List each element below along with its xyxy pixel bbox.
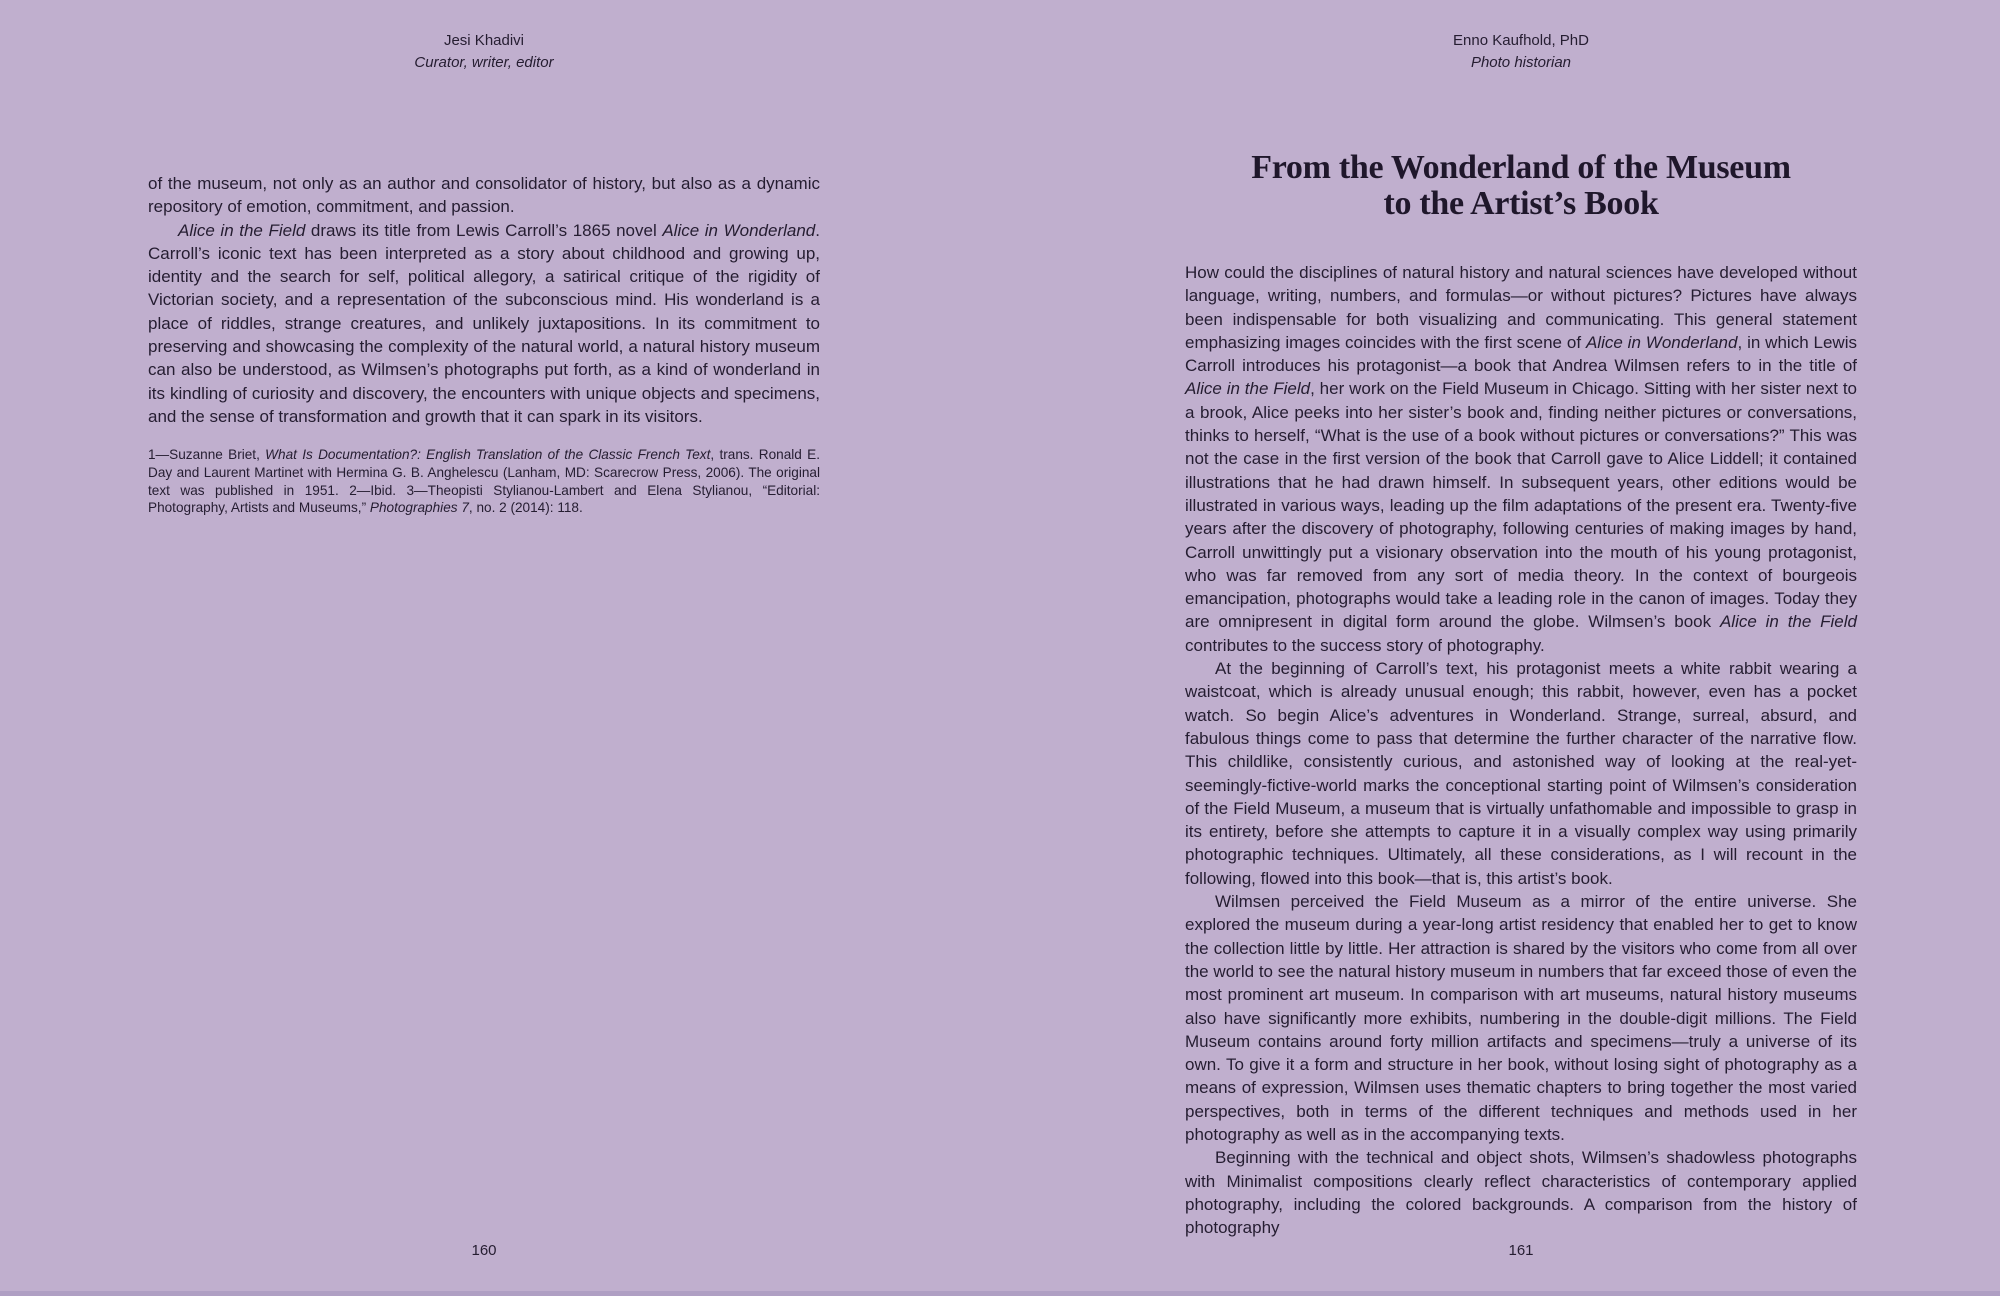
body-paragraph: of the museum, not only as an author and consolidator of history, but also as a dynamic repository of emotion, commitment, and passion. xyxy=(148,174,820,217)
body-paragraph: Wilmsen perceived the Field Museum as a mirror of the entire universe. She explored the museum during a year-long artist residency that enabled her to get to know the collection little by little. Her attraction is shared by the visitors who come from all over the world to see the natural history museum in numbers that far exceed those of even the most prominent art museum. In comparison with art museums, natural history museums also have significantly more exhibits, numbering in the double-digit millions. The Field Museum contains around forty million artifacts and specimens—truly a universe of its own. To give it a form and structure in her book, without losing sight of photography as a means of expression, Wilmsen uses thematic chapters to bring together the most varied perspectives, both in terms of the different techniques and methods used in her photography as well as in the accompanying texts. xyxy=(1185,892,1857,1144)
body-paragraph: Beginning with the technical and object shots, Wilmsen’s shadowless photographs with Minimalist compositions clearly reflect characteristics of contemporary applied photography, including the colored backgrounds. A comparison from the history of photography xyxy=(1185,1148,1857,1238)
essay-title-line-1: From the Wonderland of the Museum xyxy=(1251,149,1791,186)
body-paragraph: How could the disciplines of natural history and natural sciences have developed without language, writing, numbers, and formulas—or without pictures? Pictures have always been indispensable for both visualizing and communicating. This general statement emphasizing images coincides with the first scene of Alice in Wonderland, in which Lewis Carroll introduces his protagonist—a book that Andrea Wilmsen refers to in the title of Alice in the Field, her work on the Field Museum in Chicago. Sitting with her sister next to a brook, Alice peeks into her sister’s book and, finding neither pictures or conversations, thinks to herself, “What is the use of a book without pictures or conversations?” This was not the case in the first version of the book that Carroll gave to Alice Liddell; it contained illustrations that he had drawn himself. In subsequent years, other editions would be illustrated in various ways, leading up the film adaptations of the present era. Twenty-five years after the discovery of photography, following centuries of making images by hand, Carroll unwittingly put a visionary observation into the mouth of his young protagonist, who was far removed from any sort of media theory. In the context of bourgeois emancipation, photographs would take a leading role in the canon of images. Today they are omnipresent in digital form around the globe. Wilmsen’s book Alice in the Field contributes to the success story of photography. xyxy=(1185,263,1858,655)
body-paragraph: At the beginning of Carroll’s text, his protagonist meets a white rabbit wearing a waistcoat, which is already unusual enough; this rabbit, however, even has a pocket watch. So begin Alice’s adventures in Wonderland. Strange, surreal, absurd, and fabulous things come to pass that determine the further character of the narrative flow. This childlike, consistently curious, and astonished way of looking at the real-yet-seemingly-fictive-world marks the conceptional starting point of Wilmsen’s consideration of the Field Museum, a museum that is virtually unfathomable and impossible to grasp in its entirety, before she attempts to capture it in a visually complex way using primarily photographic techniques. Ultimately, all these considerations, as I will recount in the following, flowed into this book—that is, this artist’s book. xyxy=(1185,659,1857,888)
contributor-header-left xyxy=(148,30,820,73)
contributor-role: Photo historian xyxy=(1470,53,1572,71)
contributor-name: Enno Kaufhold, PhD xyxy=(1453,32,1589,49)
page-number-left: 160 xyxy=(471,1242,497,1259)
contributor-name: Jesi Khadivi xyxy=(443,32,525,49)
contributor-role: Curator, writer, editor xyxy=(414,53,554,71)
left-body-text xyxy=(148,172,820,428)
right-body-text xyxy=(1185,261,1857,1239)
page-right xyxy=(1000,0,2000,1296)
contributor-header-right xyxy=(1185,30,1857,73)
body-paragraph: Alice in the Field draws its title from Lewis Carroll’s 1865 novel Alice in Wonderland. Carroll’s iconic text has been interpreted as a story about childhood and growing up, identity and the search for self, political allegory, a satirical critique of the rigidity of Victorian society, and a representation of the subconscious mind. His wonderland is a place of riddles, strange creatures, and unlikely juxtapositions. In its commitment to preserving and showcasing the complexity of the natural world, a natural history museum can also be understood, as Wilmsen’s photographs put forth, as a kind of wonderland in its kindling of curiosity and discovery, the encounters with unique objects and specimens, and the sense of transformation and growth that it can spark in its visitors. xyxy=(148,220,820,426)
page-number-right: 161 xyxy=(1508,1242,1534,1259)
essay-title-line-2: to the Artist’s Book xyxy=(1383,185,1659,222)
essay-title xyxy=(1151,150,1891,222)
footnotes: 1—Suzanne Briet, What Is Documentation?: English Translation of the Classic French Text, trans. Ronald E. Day and Laurent Martinet with Hermina G. B. Anghelescu (Lanham, MD: Scarecrow Press, 2006). The original text was published in 1951. 2—Ibid. 3—Theopisti Stylianou-Lambert and Elena Stylianou, “Editorial: Photography, Artists and Museums,” Photographies 7, no. 2 (2014): 118. xyxy=(148,447,820,516)
page-bottom-shadow xyxy=(0,1291,2000,1296)
